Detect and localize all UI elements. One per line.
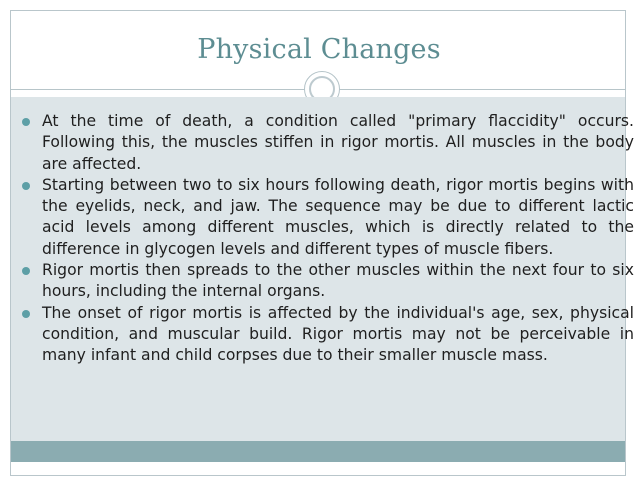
bullet-text: Rigor mortis then spreads to the other muscles within the next four to six hours, including the internal organs. (42, 261, 634, 301)
bullet-item (22, 175, 634, 260)
bullet-list (22, 111, 634, 367)
circle-bullet-icon (22, 182, 30, 190)
bullet-item (22, 303, 634, 367)
bullet-text: The onset of rigor mortis is affected by the individual's age, sex, physical condition, and muscular build. Rigor mortis may not be perceivable in many infant and child corpses due to their smaller muscle mass. (42, 303, 634, 365)
bullet-text: Starting between two to six hours following death, rigor mortis begins with the eyelids, neck, and jaw. The sequence may be due to different lactic acid levels among different muscles, which is directly related to the difference in glycogen levels and different types of muscle fibers. (42, 175, 634, 258)
slide-title: Physical Changes (197, 34, 441, 65)
bullet-item (22, 260, 634, 303)
bullet-text: At the time of death, a condition called "primary flaccidity" occurs. Following this, the muscles stiffen in rigor mortis. All muscles in the body are affected. (42, 112, 634, 173)
bottom-accent-bar (11, 441, 625, 462)
bullet-item (22, 111, 634, 175)
circle-bullet-icon (22, 310, 30, 318)
circle-bullet-icon (22, 118, 30, 126)
circle-bullet-icon (22, 267, 30, 275)
